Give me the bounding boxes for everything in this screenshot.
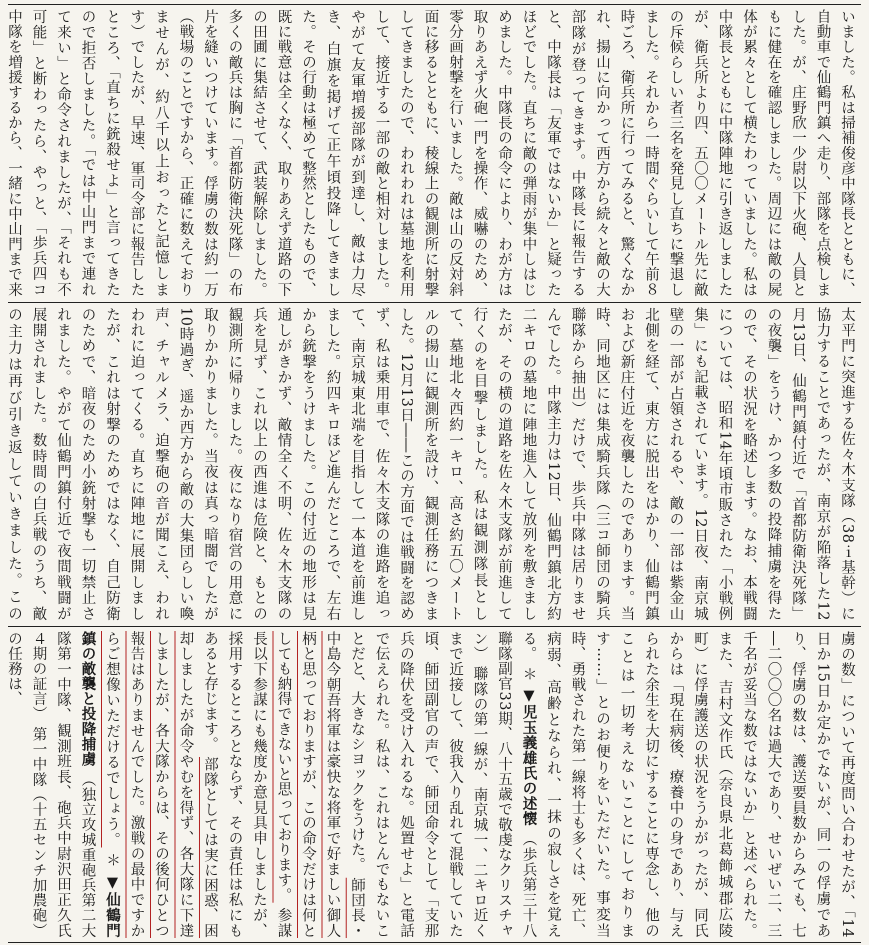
top-tier bbox=[8, 4, 861, 301]
kodama-subtitle: （歩兵第三十八聯隊副官33期、八十五歳で敬虔なクリスチャン） bbox=[471, 631, 537, 939]
kodama-body-4: 部隊としては実に困惑、困却しましたが命令やむを得ず、各大隊に下達しましたが、各大隊からは、その後何ひとつ報告はありませんでした。激戦の最中ですからご想像いただけるでしょう。 bbox=[104, 631, 218, 939]
sengaku-heading: ▼仙鶴門鎮の敵襲と投降捕虜 bbox=[79, 631, 121, 939]
kodama-body-3: 参謀長以下参謀にも幾度か意見具申しましたが、採用するところとならず、その責任は私にもあると存じます。 bbox=[202, 631, 292, 939]
asterisk-1: ＊ bbox=[520, 666, 537, 682]
sengaku-body: 第一中隊（十五センチ加農砲）の任務は、 bbox=[6, 631, 47, 939]
top-tier-text bbox=[8, 5, 861, 301]
asterisk-2: ＊ bbox=[104, 853, 120, 869]
middle-tier bbox=[8, 302, 861, 625]
right-top-body: 虜の数」について再度問い合わせたが、「14日か15日か定かでないが、同一の俘虜であり、俘虜の数は、護送要員数からみても、七―二〇〇〇名は過大であり、せいぜい二、三千名が妥当な数ではないか」と述べられた。また、吉村文作氏（奈良県北葛飾城郡広陵町）に俘虜護送の状況をうかがったが、同氏からは「現在病後、療養中の身であり、与えられた余生を大切にすることに専念し、他のことは一切考えないことにしております……」とのお便りをいただいた。事変当時、勇戦された第一線将士も多くは、死亡、病弱、高齢となられ、一抹の寂しさを覚える。 bbox=[520, 631, 855, 938]
bottom-tier-text bbox=[8, 627, 861, 942]
bottom-tier bbox=[8, 626, 861, 943]
mid-body: 太平門に突進する佐々木支隊（38ｉ基幹）に協力することであったが、南京が陥落した12月13日、仙鶴門鎮付近で「首都防衛決死隊」の夜襲」をうけ、かつ多数の投降捕虜を得たので、その状況を略述します。なお、本戦闘については、昭和14年頃市販された「小戦例集」にも記載されています。12日夜、南京城壁の一部が占領されるや、敵の一部は紫金山北側を経て、東方に脱出をはかり、仙鶴門鎮および新庄付近を夜襲したのであります。当時、同地区には集成騎兵隊（三コ師団の騎兵聯隊から抽出）だけで、歩兵中隊は居りませんでした。中隊主力は12日、仙鶴門鎮北方約二キロの墓地に陣地進入して放列を敷きましたが、その横の道路を佐々木支隊が前進して行くのを目撃しました。私は観測隊長として、墓地北々西約一キロ、高さ約五〇メートルの揚山に観測所を設け、観測任務につきました。12月13日――この方面では戦闘を認めず、私は乗用車で、佐々木支隊の進路を追って、南京城東北端を目指して一本道を前進しました。約四キロほど進んだところで、左右から銃撃をうけました。この付近の地形は見通しがきかず、敵情全く不明、佐々木支隊の兵を見ず、これ以上の西進は危険と、もとの観測所に帰りました。夜になり宿営の用意に取りかかりました。当夜は真っ暗闇でしたが10時過ぎ、遥か西方から敵の大集団らしい喚声、チャルメラ、迫撃砲の音が聞こえ、われわれに迫ってくる。直ちに陣地に展開しましたが、これは射撃のためではなく、自己防衛のためで、暗夜のため小銃射撃も一切禁止されました。やがて仙鶴門鎮付近で夜間戦闘が展開されました。数時間の白兵戦のうち、敵の主力は再び引き返していきました。この bbox=[6, 307, 855, 621]
top-body: いました。私は掃補俊彦中隊長とともに、自動車で仙鶴門鎮へ走り、部隊を点検しました。が、庄野欣一少尉以下火砲、人員ともに健在を確認しました。周辺には敵の屍体が累々として横たわっていました。私は中隊長とともに中隊陣地に引き返しましたが、衛兵所より四、五〇〇メートル先に敵の斥候らしい者三名を発見し直ちに撃退しました。それから一時間ぐらいして午前８時ごろ、衛兵所に行ってみると、驚くなかれ、揚山に向かって西方から続々と敵の大部隊が登ってきます。中隊長に報告すると、中隊長は「友軍ではないか」と疑ったほどでした。直ちに敵の弾雨が集中しはじめました。中隊長の命令により、わが方は取りあえず火砲一門を操作、威嚇のため、零分画射撃を行いました。敵は山の反対斜面に移るとともに、稜線上の観測所に射撃してきましたので、われわれは墓地を利用して、接近する一部の敵と相対しました。やがて友軍増援部隊が到達し、敵は力尽き、白旗を掲げて正午頃投降してきました。その行動は極めて整然としたもので、既に戦意は全くなく、取りあえず道路の下の田圃に集結させて、武装解除しました。多くの敵兵は胸に「首都防衛決死隊」の布片を縫いつけています。俘虜の数は約一万（戦場のことですから、正確に数えておりませんが、約八千以上おったと記憶します）でしたが、早速、軍司令部に報告したところ、「直ちに銃殺せよ」と言ってきたので拒否しました。「では中山門まで連れて来い」と命令されましたが、「それも不可能」と断わったら、やっと、「歩兵四コ中隊を増援するから、一緒に中山門まで来 bbox=[6, 9, 855, 297]
kodama-body: 聯隊の第一線が、南京城一、二キロ近くまで近接して、彼我入り乱れて混戦していた頃、師団副官の声で、師団命令として「支那兵の降伏を受け入れるな。処置せよ」と電話で伝えられた。私は、これはとんでもないことだと、大きなシヨックをうけた。 bbox=[349, 631, 488, 939]
kodama-heading: ▼児玉義雄氏の述懐 bbox=[520, 687, 538, 827]
sengaku-subtitle: （独立攻城重砲兵第二大隊第一中隊、観測班長、砲兵中尉沢田正久氏４期の証言） bbox=[30, 631, 96, 939]
middle-tier-text bbox=[8, 303, 861, 625]
kodama-body-2: 師団長・中島今朝吾将軍は豪快な将軍で好ましい御人柄と思っておりますが、この命令だけは何としても納得できないと思っております。 bbox=[275, 631, 365, 939]
